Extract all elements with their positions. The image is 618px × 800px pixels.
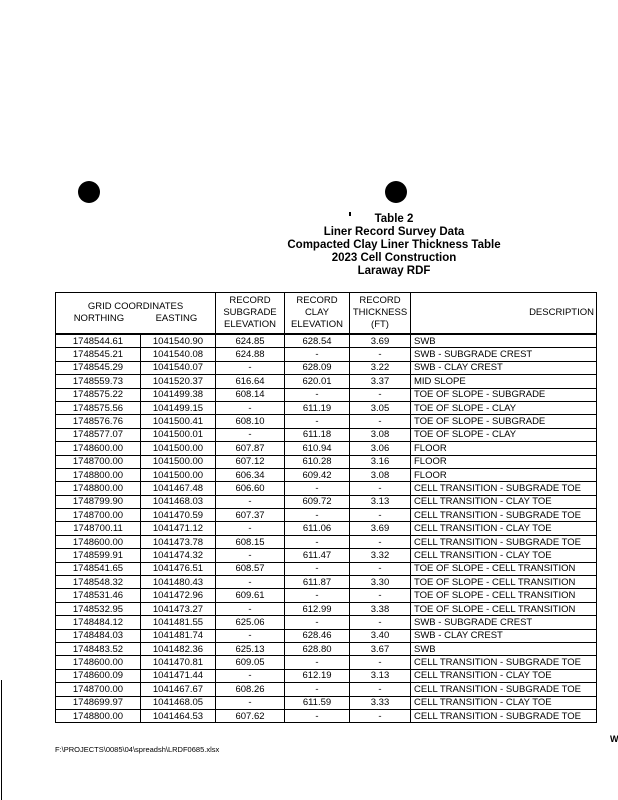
thickness-cell: 3.67	[350, 642, 411, 655]
subgrade-cell: 608.26	[216, 683, 285, 696]
thickness-cell: 3.22	[350, 361, 411, 374]
description-cell: CELL TRANSITION - SUBGRADE TOE	[411, 683, 597, 696]
title-line-2: Liner Record Survey Data	[323, 226, 465, 238]
table-row	[56, 442, 597, 455]
subgrade-cell: -	[216, 401, 285, 414]
table-title	[274, 213, 514, 278]
subgrade-cell: 608.14	[216, 388, 285, 401]
table-row	[56, 522, 597, 535]
description-cell: CELL TRANSITION - CLAY TOE	[411, 549, 597, 562]
subgrade-cell: 616.64	[216, 375, 285, 388]
description-cell: SWB - SUBGRADE CREST	[411, 616, 597, 629]
description-cell: CELL TRANSITION - SUBGRADE TOE	[411, 535, 597, 548]
thickness-cell: 3.69	[350, 334, 411, 348]
thickness-cell: 3.16	[350, 455, 411, 468]
binder-hole-right	[385, 181, 407, 203]
subgrade-cell: 625.06	[216, 616, 285, 629]
easting-cell: 1041476.51	[141, 562, 216, 575]
description-cell: TOE OF SLOPE - CELL TRANSITION	[411, 562, 597, 575]
table-row	[56, 669, 597, 682]
subgrade-cell: 609.05	[216, 656, 285, 669]
easting-cell: 1041470.59	[141, 509, 216, 522]
subgrade-cell: 606.60	[216, 482, 285, 495]
easting-cell: 1041481.55	[141, 616, 216, 629]
description-cell: CELL TRANSITION - SUBGRADE TOE	[411, 709, 597, 722]
subgrade-cell: 608.57	[216, 562, 285, 575]
subgrade-cell: -	[216, 495, 285, 508]
description-cell: TOE OF SLOPE - SUBGRADE	[411, 415, 597, 428]
subgrade-cell: 607.87	[216, 442, 285, 455]
clay-cell: 611.19	[285, 401, 350, 414]
clay-cell: 611.59	[285, 696, 350, 709]
northing-cell: 1748700.00	[56, 683, 141, 696]
northing-cell: 1748600.00	[56, 442, 141, 455]
easting-cell: 1041471.12	[141, 522, 216, 535]
title-line-3: Compacted Clay Liner Thickness Table	[287, 239, 501, 251]
subgrade-cell: -	[216, 428, 285, 441]
table-row	[56, 388, 597, 401]
easting-cell: 1041473.27	[141, 602, 216, 615]
clay-cell: 628.80	[285, 642, 350, 655]
northing-cell: 1748545.21	[56, 348, 141, 361]
northing-cell: 1748600.09	[56, 669, 141, 682]
description-cell: SWB - CLAY CREST	[411, 629, 597, 642]
description-cell: TOE OF SLOPE - CELL TRANSITION	[411, 602, 597, 615]
subgrade-cell: -	[216, 522, 285, 535]
table-row	[56, 468, 597, 481]
thickness-cell: 3.08	[350, 468, 411, 481]
clay-cell: 611.87	[285, 576, 350, 589]
table-row	[56, 428, 597, 441]
clay-cell: -	[285, 482, 350, 495]
clay-cell: -	[285, 616, 350, 629]
description-cell: FLOOR	[411, 455, 597, 468]
clay-cell: 628.09	[285, 361, 350, 374]
thickness-cell: -	[350, 348, 411, 361]
table-row	[56, 401, 597, 414]
clay-cell: -	[285, 415, 350, 428]
clay-cell: -	[285, 535, 350, 548]
easting-cell: 1041467.67	[141, 683, 216, 696]
easting-cell: 1041500.41	[141, 415, 216, 428]
description-cell: CELL TRANSITION - CLAY TOE	[411, 495, 597, 508]
description-cell: TOE OF SLOPE - SUBGRADE	[411, 388, 597, 401]
binder-hole-left	[78, 181, 100, 203]
thickness-header: RECORD THICKNESS (FT)	[350, 293, 411, 335]
thickness-cell: 3.30	[350, 576, 411, 589]
subgrade-cell: -	[216, 669, 285, 682]
table-row	[56, 642, 597, 655]
thickness-cell: 3.40	[350, 629, 411, 642]
clay-cell: 609.42	[285, 468, 350, 481]
northing-cell: 1748576.76	[56, 415, 141, 428]
thickness-cell: 3.37	[350, 375, 411, 388]
file-path: F:\PROJECTS\0085\04\spreadsh\LRDF0685.xlsx	[55, 745, 220, 754]
thickness-cell: 3.13	[350, 495, 411, 508]
clay-cell: -	[285, 589, 350, 602]
table-row	[56, 455, 597, 468]
subgrade-cell: 606.34	[216, 468, 285, 481]
description-header: DESCRIPTION	[411, 293, 597, 335]
easting-cell: 1041480.43	[141, 576, 216, 589]
easting-cell: 1041474.32	[141, 549, 216, 562]
easting-cell: 1041473.78	[141, 535, 216, 548]
table-row	[56, 348, 597, 361]
clay-cell: -	[285, 388, 350, 401]
table-row	[56, 535, 597, 548]
subgrade-cell: 609.61	[216, 589, 285, 602]
subgrade-cell: -	[216, 361, 285, 374]
subgrade-cell: 608.15	[216, 535, 285, 548]
description-cell: TOE OF SLOPE - CLAY	[411, 401, 597, 414]
description-cell: FLOOR	[411, 442, 597, 455]
clay-cell: 611.47	[285, 549, 350, 562]
table-row	[56, 415, 597, 428]
northing-cell: 1748600.00	[56, 535, 141, 548]
northing-cell: 1748699.97	[56, 696, 141, 709]
northing-cell: 1748541.65	[56, 562, 141, 575]
survey-table	[55, 292, 597, 723]
table-row	[56, 656, 597, 669]
northing-cell: 1748700.00	[56, 455, 141, 468]
thickness-cell: -	[350, 388, 411, 401]
thickness-cell: 3.06	[350, 442, 411, 455]
easting-cell: 1041500.00	[141, 455, 216, 468]
description-cell: CELL TRANSITION - SUBGRADE TOE	[411, 509, 597, 522]
northing-cell: 1748532.95	[56, 602, 141, 615]
description-cell: SWB	[411, 642, 597, 655]
clay-cell: 610.28	[285, 455, 350, 468]
easting-cell: 1041468.05	[141, 696, 216, 709]
northing-cell: 1748700.11	[56, 522, 141, 535]
clay-cell: -	[285, 656, 350, 669]
subgrade-cell: 624.85	[216, 334, 285, 348]
northing-cell: 1748483.52	[56, 642, 141, 655]
clay-cell: 611.18	[285, 428, 350, 441]
northing-header: NORTHING	[73, 313, 125, 324]
title-line-5: Laraway RDF	[357, 265, 431, 277]
clay-cell: 611.06	[285, 522, 350, 535]
description-cell: CELL TRANSITION - CLAY TOE	[411, 696, 597, 709]
northing-cell: 1748484.12	[56, 616, 141, 629]
subgrade-cell: 607.37	[216, 509, 285, 522]
thickness-cell: 3.13	[350, 669, 411, 682]
description-cell: MID SLOPE	[411, 375, 597, 388]
easting-cell: 1041499.38	[141, 388, 216, 401]
clay-cell: -	[285, 562, 350, 575]
northing-cell: 1748531.46	[56, 589, 141, 602]
easting-cell: 1041472.96	[141, 589, 216, 602]
table-row	[56, 334, 597, 348]
header-row	[56, 293, 597, 335]
subgrade-cell: 608.10	[216, 415, 285, 428]
clay-cell: -	[285, 348, 350, 361]
thickness-cell: 3.05	[350, 401, 411, 414]
northing-cell: 1748800.00	[56, 709, 141, 722]
description-cell: CELL TRANSITION - CLAY TOE	[411, 522, 597, 535]
table-row	[56, 562, 597, 575]
easting-cell: 1041481.74	[141, 629, 216, 642]
grid-coordinates-label: GRID COORDINATES	[87, 301, 184, 312]
northing-cell: 1748548.32	[56, 576, 141, 589]
table-row	[56, 482, 597, 495]
easting-cell: 1041471.44	[141, 669, 216, 682]
table-row	[56, 509, 597, 522]
easting-cell: 1041540.07	[141, 361, 216, 374]
subgrade-cell: 624.88	[216, 348, 285, 361]
table-row	[56, 683, 597, 696]
easting-cell: 1041464.53	[141, 709, 216, 722]
northing-cell: 1748577.07	[56, 428, 141, 441]
description-cell: TOE OF SLOPE - CELL TRANSITION	[411, 576, 597, 589]
table-row	[56, 589, 597, 602]
clay-header: RECORD CLAY ELEVATION	[285, 293, 350, 335]
thickness-cell: 3.38	[350, 602, 411, 615]
thickness-cell: 3.08	[350, 428, 411, 441]
thickness-cell: -	[350, 562, 411, 575]
thickness-cell: -	[350, 535, 411, 548]
subgrade-cell: 607.12	[216, 455, 285, 468]
northing-cell: 1748599.91	[56, 549, 141, 562]
easting-cell: 1041499.15	[141, 401, 216, 414]
thickness-cell: -	[350, 656, 411, 669]
description-cell: TOE OF SLOPE - CELL TRANSITION	[411, 589, 597, 602]
table-row	[56, 549, 597, 562]
corner-mark: W	[610, 734, 618, 744]
description-cell: CELL TRANSITION - CLAY TOE	[411, 669, 597, 682]
clay-cell: 620.01	[285, 375, 350, 388]
easting-cell: 1041520.37	[141, 375, 216, 388]
easting-cell: 1041467.48	[141, 482, 216, 495]
description-cell: SWB	[411, 334, 597, 348]
easting-cell: 1041482.36	[141, 642, 216, 655]
northing-cell: 1748800.00	[56, 468, 141, 481]
clay-cell: 609.72	[285, 495, 350, 508]
table-row	[56, 375, 597, 388]
subgrade-header: RECORD SUBGRADE ELEVATION	[216, 293, 285, 335]
northing-cell: 1748575.22	[56, 388, 141, 401]
title-line-1: Table 2	[374, 213, 414, 225]
thickness-cell: 3.32	[350, 549, 411, 562]
thickness-cell: -	[350, 616, 411, 629]
thickness-cell: -	[350, 709, 411, 722]
clay-cell: 610.94	[285, 442, 350, 455]
clay-cell: -	[285, 509, 350, 522]
thickness-cell: -	[350, 509, 411, 522]
northing-cell: 1748545.29	[56, 361, 141, 374]
survey-body	[56, 334, 597, 723]
description-cell: SWB - SUBGRADE CREST	[411, 348, 597, 361]
easting-cell: 1041500.00	[141, 442, 216, 455]
table-row	[56, 495, 597, 508]
title-line-4: 2023 Cell Construction	[331, 252, 457, 264]
northing-cell: 1748575.56	[56, 401, 141, 414]
clay-cell: 628.46	[285, 629, 350, 642]
description-cell: CELL TRANSITION - SUBGRADE TOE	[411, 482, 597, 495]
thickness-cell: -	[350, 589, 411, 602]
easting-cell: 1041500.01	[141, 428, 216, 441]
thickness-cell: -	[350, 415, 411, 428]
subgrade-cell: -	[216, 576, 285, 589]
scan-edge-line	[1, 680, 2, 800]
easting-cell: 1041468.03	[141, 495, 216, 508]
grid-coordinates-header	[56, 293, 216, 335]
description-cell: FLOOR	[411, 468, 597, 481]
clay-cell: -	[285, 709, 350, 722]
description-cell: CELL TRANSITION - SUBGRADE TOE	[411, 656, 597, 669]
easting-header: EASTING	[155, 313, 198, 324]
table-row	[56, 361, 597, 374]
clay-cell: 628.54	[285, 334, 350, 348]
subgrade-cell: 625.13	[216, 642, 285, 655]
northing-cell: 1748484.03	[56, 629, 141, 642]
table-row	[56, 629, 597, 642]
clay-cell: 612.99	[285, 602, 350, 615]
easting-cell: 1041540.90	[141, 334, 216, 348]
subgrade-cell: -	[216, 696, 285, 709]
table-row	[56, 616, 597, 629]
description-cell: SWB - CLAY CREST	[411, 361, 597, 374]
northing-cell: 1748544.61	[56, 334, 141, 348]
table-row	[56, 576, 597, 589]
subgrade-cell: -	[216, 629, 285, 642]
thickness-cell: -	[350, 482, 411, 495]
easting-cell: 1041470.81	[141, 656, 216, 669]
thickness-cell: -	[350, 683, 411, 696]
clay-cell: 612.19	[285, 669, 350, 682]
thickness-cell: 3.69	[350, 522, 411, 535]
table-row	[56, 709, 597, 722]
northing-cell: 1748799.90	[56, 495, 141, 508]
description-cell: TOE OF SLOPE - CLAY	[411, 428, 597, 441]
northing-cell: 1748600.00	[56, 656, 141, 669]
clay-cell: -	[285, 683, 350, 696]
northing-cell: 1748559.73	[56, 375, 141, 388]
subgrade-cell: -	[216, 549, 285, 562]
table-row	[56, 602, 597, 615]
subgrade-cell: 607.62	[216, 709, 285, 722]
easting-cell: 1041500.00	[141, 468, 216, 481]
northing-cell: 1748700.00	[56, 509, 141, 522]
thickness-cell: 3.33	[350, 696, 411, 709]
table-row	[56, 696, 597, 709]
easting-cell: 1041540.08	[141, 348, 216, 361]
subgrade-cell: -	[216, 602, 285, 615]
northing-cell: 1748800.00	[56, 482, 141, 495]
